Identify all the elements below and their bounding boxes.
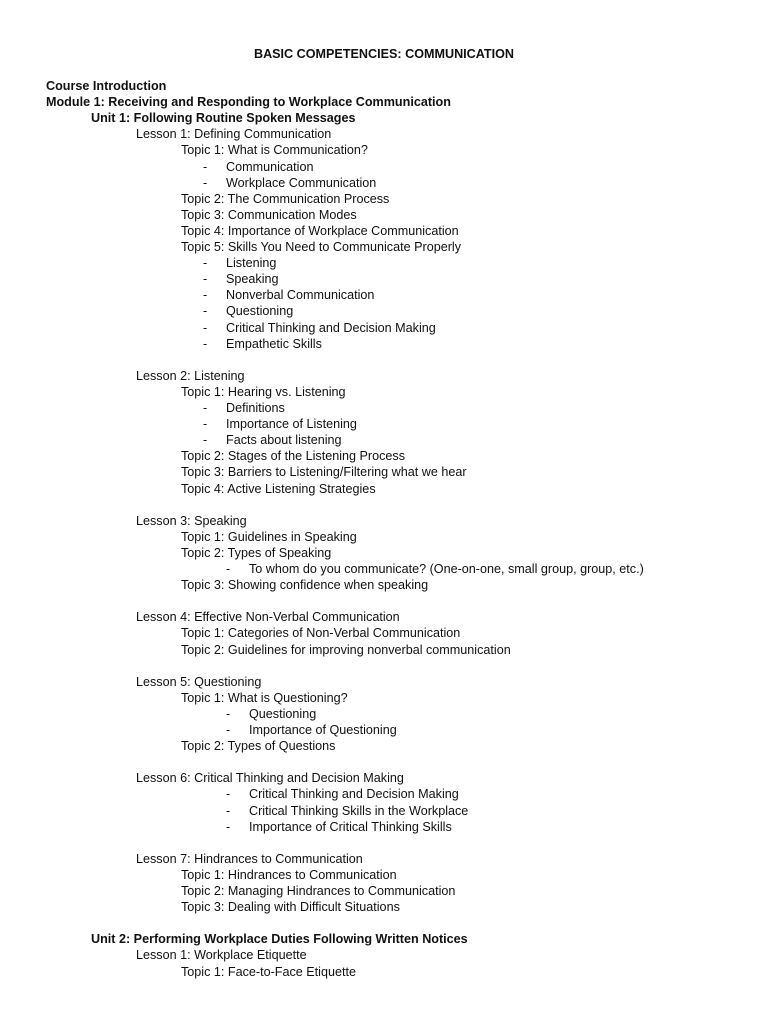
topic-line: Topic 1: What is Communication? (181, 143, 368, 158)
topic-line: Topic 2: Guidelines for improving nonverbal communication (181, 642, 511, 657)
topic-line: Topic 3: Communication Modes (181, 207, 357, 222)
lesson-line: Lesson 5: Questioning (136, 674, 262, 689)
bullet-item: Speaking (226, 272, 279, 287)
topic-line: Topic 1: Face-to-Face Etiquette (181, 964, 356, 979)
bullet-item: Nonverbal Communication (226, 288, 375, 303)
dash-marker: - (226, 787, 231, 802)
bullet-item: Importance of Listening (226, 417, 357, 432)
lesson-line: Lesson 3: Speaking (136, 513, 247, 528)
bullet-item: Critical Thinking Skills in the Workplace (249, 803, 469, 818)
dash-marker: - (203, 304, 208, 319)
bullet-item: Workplace Communication (226, 175, 377, 190)
lesson-line: Lesson 1: Defining Communication (136, 127, 332, 142)
topic-line: Topic 3: Dealing with Difficult Situations (181, 900, 400, 915)
lesson-line: Lesson 7: Hindrances to Communication (136, 851, 363, 866)
topic-line: Topic 1: Categories of Non-Verbal Communication (181, 626, 461, 641)
bullet-item: Questioning (249, 706, 317, 721)
unit-heading: Unit 2: Performing Workplace Duties Following Written Notices (91, 932, 468, 947)
module-heading: Module 1: Receiving and Responding to Workplace Communication (46, 95, 451, 110)
bullet-item: Importance of Questioning (249, 723, 397, 737)
dash-marker: - (203, 256, 208, 271)
dash-marker: - (203, 272, 208, 287)
topic-line: Topic 2: The Communication Process (181, 191, 390, 206)
lesson-line: Lesson 2: Listening (136, 368, 245, 383)
dash-marker: - (203, 159, 208, 174)
dash-marker: - (226, 723, 231, 737)
bullet-item: Listening (226, 256, 277, 271)
dash-marker: - (226, 803, 231, 818)
dash-marker: - (226, 819, 231, 834)
section-heading: Course Introduction (46, 79, 167, 93)
topic-line: Topic 2: Types of Speaking (181, 545, 332, 560)
topic-line: Topic 5: Skills You Need to Communicate Properly (181, 240, 462, 254)
topic-line: Topic 4: Active Listening Strategies (181, 481, 376, 496)
dash-marker: - (203, 433, 208, 448)
lesson-line: Lesson 4: Effective Non-Verbal Communication (136, 610, 400, 625)
topic-line: Topic 1: What is Questioning? (181, 690, 348, 705)
dash-marker: - (203, 288, 208, 303)
topic-line: Topic 2: Types of Questions (181, 739, 336, 754)
unit-heading: Unit 1: Following Routine Spoken Messages (91, 111, 356, 126)
dash-marker: - (203, 320, 208, 335)
bullet-item: Critical Thinking and Decision Making (226, 320, 436, 335)
topic-line: Topic 3: Showing confidence when speaking (181, 578, 429, 593)
topic-line: Topic 1: Guidelines in Speaking (181, 529, 357, 544)
topic-line: Topic 1: Hearing vs. Listening (181, 384, 346, 399)
topic-line: Topic 2: Stages of the Listening Process (181, 449, 406, 464)
topic-line: Topic 4: Importance of Workplace Communication (181, 223, 459, 238)
bullet-item: Communication (226, 159, 314, 174)
dash-marker: - (226, 562, 231, 576)
topic-line: Topic 2: Managing Hindrances to Communication (181, 884, 456, 898)
dash-marker: - (203, 417, 208, 432)
lesson-line: Lesson 1: Workplace Etiquette (136, 948, 307, 963)
dash-marker: - (226, 706, 231, 721)
dash-marker: - (203, 336, 208, 351)
bullet-item: Critical Thinking and Decision Making (249, 787, 459, 802)
dash-marker: - (203, 401, 208, 415)
bullet-item: Definitions (226, 401, 285, 415)
bullet-item: Facts about listening (226, 433, 342, 448)
topic-line: Topic 1: Hindrances to Communication (181, 867, 397, 882)
bullet-item: Empathetic Skills (226, 336, 322, 351)
lesson-line: Lesson 6: Critical Thinking and Decision Making (136, 771, 404, 786)
document-title: BASIC COMPETENCIES: COMMUNICATION (253, 47, 515, 61)
bullet-item: Importance of Critical Thinking Skills (249, 819, 452, 834)
topic-line: Topic 3: Barriers to Listening/Filtering what we hear (181, 465, 467, 480)
dash-marker: - (203, 175, 208, 190)
bullet-item: To whom do you communicate? (One-on-one, small group, group, etc.) (249, 562, 644, 576)
bullet-item: Questioning (226, 304, 294, 319)
